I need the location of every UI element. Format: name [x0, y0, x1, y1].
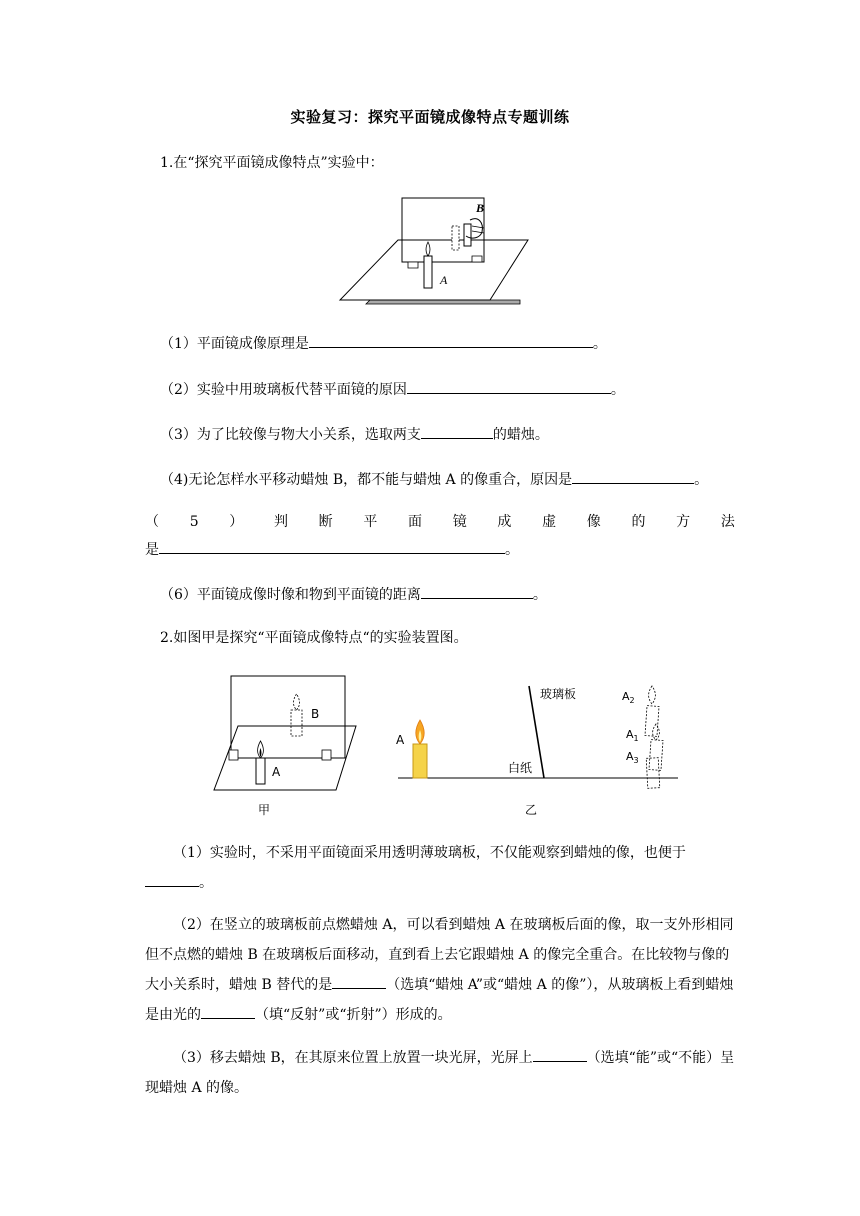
q2-yi-candle-label: A [396, 733, 405, 747]
answer-blank[interactable] [145, 870, 199, 887]
q2-figure-jia [210, 672, 360, 822]
q2-jia-label-a: A [272, 765, 281, 779]
answer-blank[interactable] [407, 379, 611, 394]
q2-stem: 2.如图甲是探究“平面镜成像特点“的实验装置图。 [160, 630, 468, 646]
q1-figure-mirror-setup [360, 196, 530, 308]
q2-item-3: （3）移去蜡烛 B，在其原来位置上放置一块光屏，光屏上 （选填“能”或“不能）呈现蜡烛 A 的像。 [145, 1043, 735, 1103]
q2-yi-caption: 乙 [525, 803, 538, 817]
q2-yi-image-label-2: $A_2$ [622, 690, 635, 705]
answer-blank[interactable] [533, 1045, 587, 1062]
q2-figure-yi [392, 684, 692, 824]
answer-blank[interactable] [159, 539, 505, 554]
q1-item-3: （3）为了比较像与物大小关系，选取两支 的蜡烛。 [160, 424, 549, 445]
q1-fig-label-b: B [476, 201, 485, 215]
q1-fig-label-a: A [440, 273, 448, 287]
answer-blank[interactable] [309, 333, 593, 348]
q2-yi-image-label-1: $A_1$ [626, 728, 639, 743]
q1-item-4: （4)无论怎样水平移动蜡烛 B，都不能与蜡烛 A 的像重合，原因是 。 [160, 469, 708, 490]
q1-item-6: （6）平面镜成像时像和物到平面镜的距离 。 [160, 584, 547, 605]
q2-yi-image-label-3: $A_3$ [626, 750, 639, 765]
q1-item-5-line2: 是 。 [145, 539, 519, 560]
answer-blank[interactable] [421, 424, 493, 439]
q2-yi-image-candles [645, 686, 663, 788]
q2-jia-caption: 甲 [258, 803, 271, 817]
answer-blank[interactable] [572, 469, 694, 484]
q2-yi-paper-label: 白纸 [508, 761, 533, 775]
q2-yi-glass-label: 玻璃板 [540, 687, 577, 701]
q1-stem: 1.在“探究平面镜成像特点”实验中： [160, 155, 384, 171]
page-title: 实验复习：探究平面镜成像特点专题训练 [290, 108, 570, 126]
q1-item-1: （1）平面镜成像原理是 。 [160, 333, 607, 354]
q2-item-2: （2）在竖立的玻璃板前点燃蜡烛 A，可以看到蜡烛 A 在玻璃板后面的像，取一支外形相同但不点燃的蜡烛 B 在玻璃板后面移动，直到看上去它跟蜡烛 A 的像完全重合。在比较物与像的大小关系时，蜡烛 B 替代的是 （选填“蜡烛 A”或“蜡烛 A 的像”），从玻璃板上看到蜡烛是由光的 （填“反射”或“折射”）形成的。 [145, 917, 734, 1023]
answer-blank[interactable] [421, 584, 533, 599]
answer-blank[interactable] [201, 1002, 255, 1019]
q1-item-5-line1: （ 5 ） 判 断 平 面 镜 成 虚 像 的 方 法 [145, 514, 735, 530]
q2-jia-label-b: B [311, 707, 320, 721]
q1-item-2: （2）实验中用玻璃板代替平面镜的原因 。 [160, 379, 625, 400]
answer-blank[interactable] [332, 972, 386, 989]
q2-item-1: （1）实验时，不采用平面镜面采用透明薄玻璃板，不仅能观察到蜡烛的像，也便于。 [145, 838, 735, 898]
